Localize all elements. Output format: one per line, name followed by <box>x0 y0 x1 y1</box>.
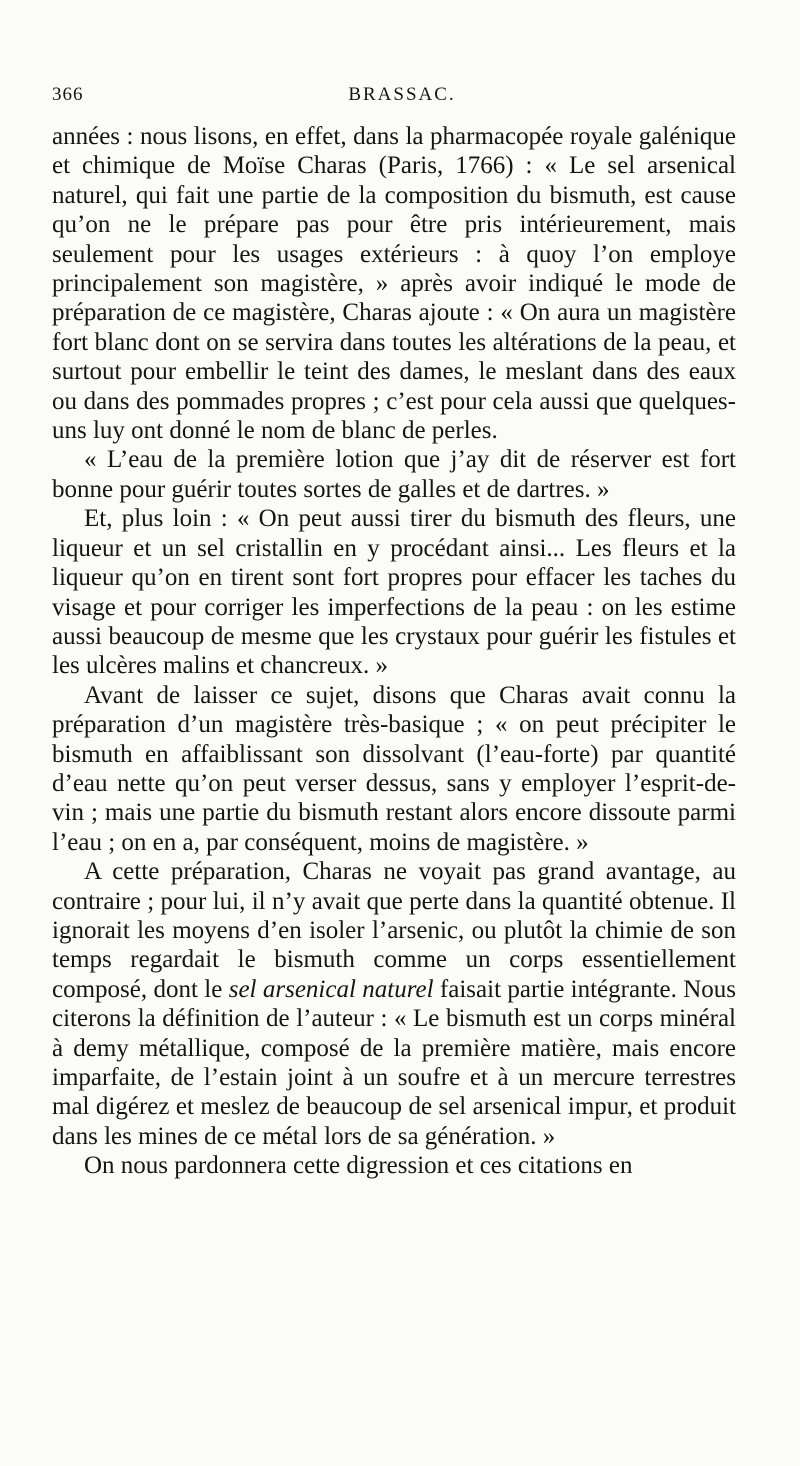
paragraph <box>52 122 736 445</box>
body-text <box>52 122 736 1181</box>
text-run: Avant de laisser ce sujet, disons que Charas avait connu la préparation d’un magistère très-basique ; « on peut précipiter le bismuth en affaiblissant son dissolvant (l’eau-forte) par quantité d’eau nette qu’on peut verser dessus, sans y employer l’esprit-de-vin ; mais une partie du bismuth restant alors encore dissoute parmi l’eau ; on en a, par conséquent, moins de magistère. » <box>52 681 736 856</box>
paragraph <box>52 445 736 504</box>
running-head <box>52 84 752 114</box>
paragraph <box>52 681 736 857</box>
text-run: années : nous lisons, en effet, dans la pharmacopée royale galénique et chimique de Moïse Charas (Paris, 1766) : « Le sel arsenical naturel, qui fait une partie de la composition du bismuth, est cause qu’on ne le prépare pas pour être pris intérieurement, mais seulement pour les usages extérieurs : à quoy l’on employe principalement son magistère, » après avoir indiqué le mode de préparation de ce magistère, Charas ajoute : « On aura un magistère fort blanc dont on se servira dans toutes les altérations de la peau, et surtout pour embellir le teint des dames, le meslant dans des eaux ou dans des pommades propres ; c’est pour cela aussi que quelques-uns luy ont donné le nom de blanc de perles. <box>52 123 736 445</box>
text-run: A cette préparation, Charas ne voyait pas grand avantage, au contraire ; pour lui, il n’y avait que perte dans la quantité obtenue. Il ignorait les moyens d’en isoler l’arsenic, ou plutôt la chimie de son temps regardait le bismuth comme un corps essentiellement composé, dont le <box>52 858 736 1003</box>
page-number: 366 <box>52 84 84 105</box>
paragraph <box>52 504 736 680</box>
paragraph <box>52 857 736 1151</box>
text-run: On nous pardonnera cette digression et ces citations en <box>84 1152 633 1180</box>
italic-text: sel arsenical naturel <box>228 975 434 1003</box>
running-title: BRASSAC. <box>348 84 456 105</box>
text-run: « L’eau de la première lotion que j’ay dit de réserver est fort bonne pour guérir toutes sortes de galles et de dartres. » <box>52 446 736 503</box>
text-run: Et, plus loin : « On peut aussi tirer du bismuth des fleurs, une liqueur et un sel cristallin en y procédant ainsi... Les fleurs et la liqueur qu’on en tirent sont fort propres pour effacer les taches du visage et pour corriger les imperfections de la peau : on les estime aussi beaucoup de mesme que les crystaux pour guérir les fistules et les ulcères malins et chancreux. » <box>52 505 736 680</box>
text-run: faisait partie intégrante. Nous citerons la définition de l’auteur : « Le bismuth est un corps minéral à demy métallique, composé de la première matière, mais encore imparfaite, de l’estain joint à un soufre et à un mercure terrestres mal digérez et meslez de beaucoup de sel arsenical impur, et produit dans les mines de ce métal lors de sa génération. » <box>52 975 737 1150</box>
paragraph <box>52 1151 736 1180</box>
